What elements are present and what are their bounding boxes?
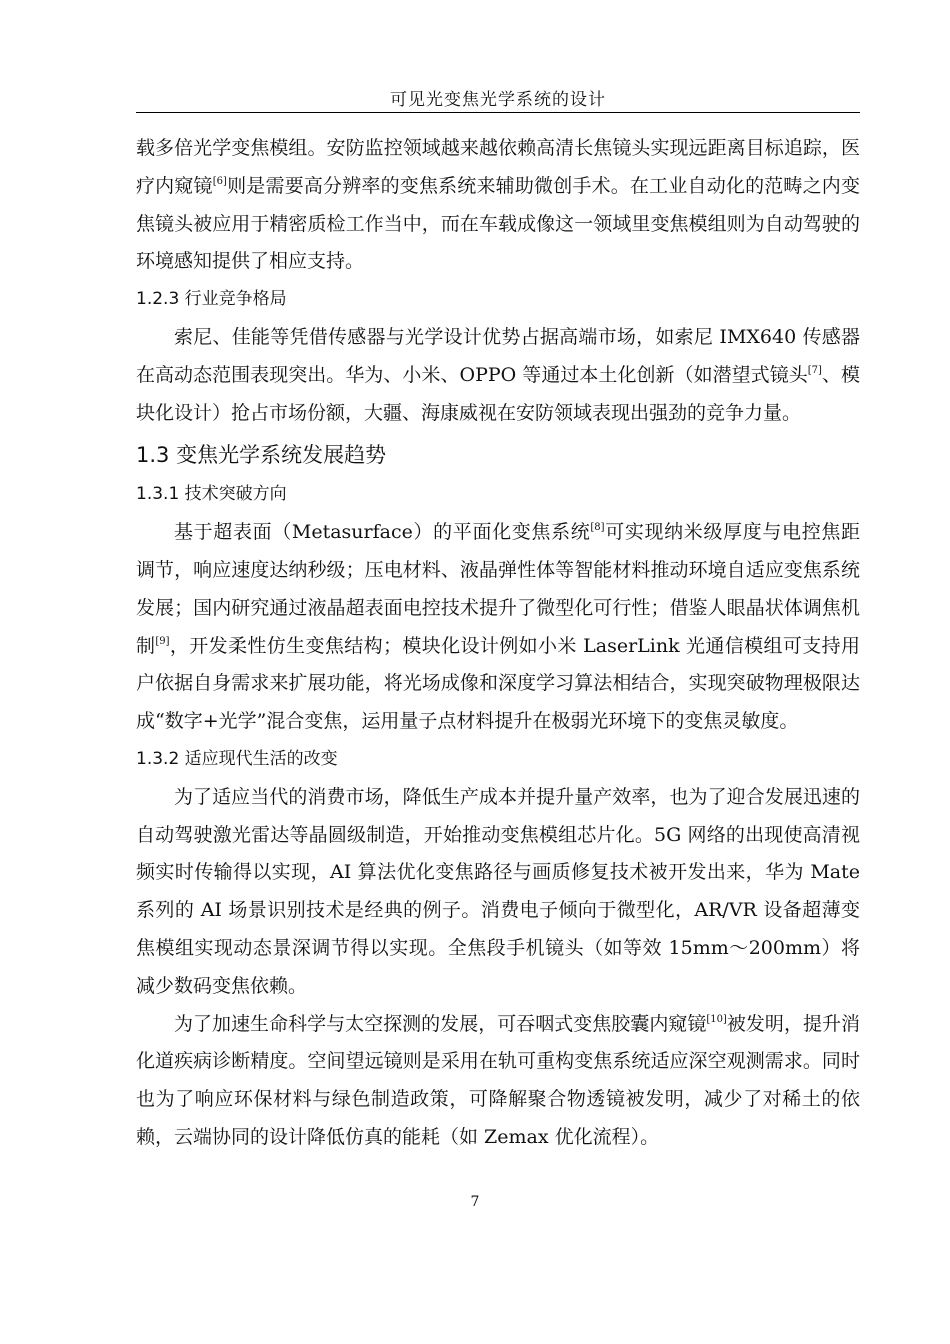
text-run: 可实现纳米级厚度与电控焦距调节，响应速度达纳秒级；压电材料、液晶弹性体等智能材料推动环境自适应变焦系统发展；国内研究通过液晶超表面电控技术提升了微型化可行性；借鉴人眼晶状体调焦机制 [136,521,860,657]
paragraph-life-science [136,1006,860,1157]
page-number: 7 [470,1194,480,1210]
text-run: ，开发柔性仿生变焦结构；模块化设计例如小米 LaserLink 光通信模组可支持用户依据自身需求来扩展功能，将光场成像和深度学习算法相结合，实现突破物理极限达成“数字+光学”混合变焦，运用量子点材料提升在极弱光环境下的变焦灵敏度。 [136,634,860,733]
running-header-title: 可见光变焦光学系统的设计 [390,90,606,110]
header-divider [136,112,860,113]
paragraph-continued [136,130,860,281]
citation-ref: [7] [807,364,822,376]
citation-ref: [6] [212,175,227,187]
text-run: 基于超表面（Metasurface）的平面化变焦系统 [174,521,591,544]
text-run: 、模块化设计）抢占市场份额，大疆、海康威视在安防领域表现出强劲的竞争力量。 [136,363,860,424]
paragraph-competition [136,319,860,432]
paragraph-tech-breakthrough [136,514,860,741]
text-run: 则是需要高分辨率的变焦系统来辅助微创手术。在工业自动化的范畴之内变焦镜头被应用于精密质检工作当中，而在车载成像这一领域里变焦模组则为自动驾驶的环境感知提供了相应支持。 [136,174,860,273]
section-heading-1-3-1: 1.3.1 技术突破方向 [136,484,287,505]
text-run: 载多倍光学变焦模组。安防监控领域越来越依赖高清长焦镜头实现远距离目标追踪，医疗内窥镜 [136,137,860,197]
citation-ref: [8] [590,522,605,534]
citation-ref: [10] [706,1013,727,1025]
section-heading-1-3: 1.3 变焦光学系统发展趋势 [136,443,387,468]
text-run: 索尼、佳能等凭借传感器与光学设计优势占据高端市场，如索尼 IMX640 传感器在高动态范围表现突出。华为、小米、OPPO 等通过本土化创新（如潜望式镜头 [136,325,860,386]
text-run: 为了加速生命科学与太空探测的发展，可吞咽式变焦胶囊内窥镜 [174,1012,707,1035]
text-run: 被发明，提升消化道疾病诊断精度。空间望远镜则是采用在轨可重构变焦系统适应深空观测需求。同时也为了响应环保材料与绿色制造政策，可降解聚合物透镜被发明，减少了对稀土的依赖，云端协同的设计降低仿真的能耗（如 Zemax 优化流程）。 [136,1012,860,1148]
section-heading-1-3-2: 1.3.2 适应现代生活的改变 [136,748,338,769]
paragraph-modern-life: 为了适应当代的消费市场，降低生产成本并提升量产效率，也为了迎合发展迅速的自动驾驶激光雷达等晶圆级制造，开始推动变焦模组芯片化。5G 网络的出现使高清视频实时传输得以实现，AI 算法优化变焦路径与画质修复技术被开发出来，华为 Mate 系列的 AI 场景识别技术是经典的例子。消费电子倾向于微型化，AR/VR 设备超薄变焦模组实现动态景深调节得以实现。全焦段手机镜头（如等效 15mm～200mm）将减少数码变焦依赖。 [136,785,860,997]
citation-ref: [9] [155,635,170,647]
body-text [136,130,860,1157]
section-heading-1-2-3: 1.2.3 行业竞争格局 [136,289,287,310]
